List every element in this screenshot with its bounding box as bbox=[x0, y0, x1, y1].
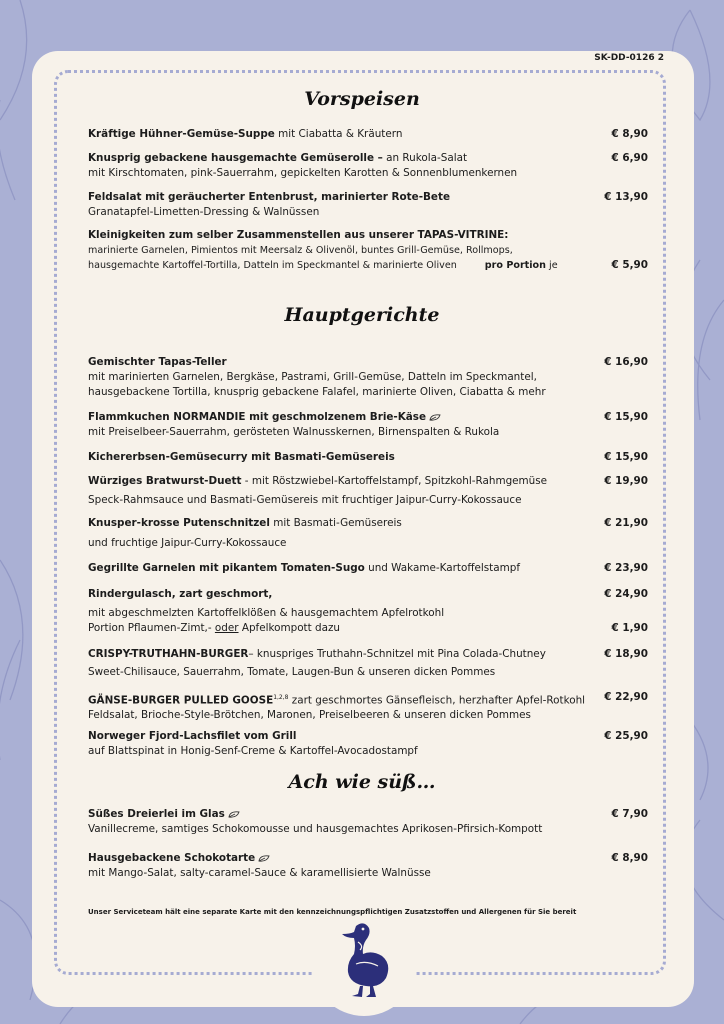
item-price: € 7,90 bbox=[611, 808, 648, 820]
extra-price: € 1,90 bbox=[611, 622, 648, 634]
goose-logo bbox=[336, 920, 392, 1000]
item-desc: Granatapfel-Limetten-Dressing & Walnüssen bbox=[88, 206, 320, 218]
item-desc: - mit Röstzwiebel-Kartoffelstampf, Spitzkohl-Rahmgemüse bbox=[241, 475, 548, 487]
item-desc: mit Mango-Salat, salty-caramel-Sauce & karamellisierte Walnüsse bbox=[88, 867, 431, 879]
item-name: Würziges Bratwurst-Duett bbox=[88, 475, 242, 487]
item-desc: Vanillecreme, samtiges Schokomousse und hausgemachtes Aprikosen-Pfirsich-Kompott bbox=[88, 823, 543, 835]
item-desc: zart geschmortes Gänsefleisch, herzhafter Apfel-Rotkohl bbox=[288, 694, 586, 707]
menu-item bbox=[88, 647, 648, 680]
menu-item bbox=[88, 516, 648, 551]
menu-item bbox=[88, 851, 648, 881]
item-desc: und fruchtige Jaipur-Curry-Kokossauce bbox=[88, 537, 287, 549]
menu-item bbox=[88, 690, 648, 723]
menu-item bbox=[88, 450, 648, 465]
item-name: Flammkuchen NORMANDIE mit geschmolzenem Brie-Käse bbox=[88, 411, 427, 423]
item-desc: mit Kirschtomaten, pink-Sauerrahm, gepickelten Karotten & Sonnenblumenkernen bbox=[88, 167, 518, 179]
item-desc: Speck-Rahmsauce und Basmati-Gemüsereis mit fruchtiger Jaipur-Curry-Kokossauce bbox=[88, 494, 522, 506]
leaf-icon bbox=[228, 811, 240, 818]
leaf-icon bbox=[429, 414, 441, 421]
item-price: € 6,90 bbox=[611, 152, 648, 164]
portion-je: je bbox=[545, 260, 558, 271]
item-price: € 21,90 bbox=[604, 517, 648, 529]
item-desc: mit Preiselbeer-Sauerrahm, gerösteten Walnusskernen, Birnenspalten & Rukola bbox=[88, 426, 500, 438]
item-name: Knusper-krosse Putenschnitzel bbox=[88, 517, 270, 529]
menu-item bbox=[88, 587, 648, 636]
item-desc: marinierte Garnelen, Pimientos mit Meersalz & Olivenöl, buntes Grill-Gemüse, Rollmops, bbox=[88, 245, 513, 256]
item-desc: – knuspriges Truthahn-Schnitzel mit Pina Colada-Chutney bbox=[248, 648, 546, 660]
menu-item bbox=[88, 729, 648, 759]
extra-text: Portion Pflaumen-Zimt,- bbox=[88, 622, 215, 634]
item-price: € 22,90 bbox=[604, 691, 648, 703]
item-desc: hausgemachte Kartoffel-Tortilla, Datteln im Speckmantel & marinierte Oliven bbox=[88, 260, 457, 271]
item-name: CRISPY-TRUTHAHN-BURGER bbox=[88, 648, 249, 660]
item-desc: an Rukola-Salat bbox=[382, 152, 468, 164]
item-name: Kräftige Hühner-Gemüse-Suppe bbox=[88, 128, 275, 140]
item-price: € 8,90 bbox=[611, 852, 648, 864]
item-name: Norweger Fjord-Lachsfilet vom Grill bbox=[88, 730, 297, 742]
item-desc: mit abgeschmelzten Kartoffelklößen & hausgemachtem Apfelrotkohl bbox=[88, 607, 445, 619]
item-price: € 16,90 bbox=[604, 356, 648, 368]
item-name: Gegrillte Garnelen mit pikantem Tomaten-Sugo bbox=[88, 562, 365, 574]
menu-item bbox=[88, 127, 648, 142]
leaf-icon bbox=[258, 855, 270, 862]
item-price: € 24,90 bbox=[604, 588, 648, 600]
item-desc: mit Ciabatta & Kräutern bbox=[274, 128, 403, 140]
menu-item bbox=[88, 807, 648, 837]
menu-item bbox=[88, 561, 648, 576]
item-name: Feldsalat mit geräucherter Entenbrust, marinierter Rote-Bete bbox=[88, 191, 450, 203]
item-name: Hausgebackene Schokotarte bbox=[88, 852, 256, 864]
allergen-footer-note: Unser Serviceteam hält eine separate Karte mit den kennzeichnungspflichtigen Zusatzstoffen und Allergenen für Sie bereit bbox=[88, 908, 577, 916]
item-price: € 18,90 bbox=[604, 648, 648, 660]
item-name: Rindergulasch, zart geschmort, bbox=[88, 588, 273, 600]
item-price: € 23,90 bbox=[604, 562, 648, 574]
menu-item bbox=[88, 410, 648, 440]
menu-item bbox=[88, 151, 648, 181]
menu-item bbox=[88, 355, 648, 400]
item-desc: auf Blattspinat in Honig-Senf-Creme & Kartoffel-Avocadostampf bbox=[88, 745, 418, 757]
item-price: € 8,90 bbox=[611, 128, 648, 140]
item-name: Süßes Dreierlei im Glas bbox=[88, 808, 225, 820]
menu-item bbox=[88, 190, 648, 220]
item-price: € 13,90 bbox=[604, 191, 648, 203]
item-name: Kleinigkeiten zum selber Zusammenstellen aus unserer TAPAS-VITRINE: bbox=[88, 229, 509, 241]
item-desc: mit Basmati-Gemüsereis bbox=[269, 517, 402, 529]
item-price: € 25,90 bbox=[604, 730, 648, 742]
item-price: € 5,90 bbox=[611, 259, 648, 271]
item-name: Knusprig gebackene hausgemachte Gemüserolle – bbox=[88, 152, 383, 164]
item-name: Gemischter Tapas-Teller bbox=[88, 356, 227, 368]
menu-item bbox=[88, 474, 648, 508]
menu-item bbox=[88, 228, 648, 273]
item-desc: und Wakame-Kartoffelstampf bbox=[364, 562, 520, 574]
item-desc: mit marinierten Garnelen, Bergkäse, Pastrami, Grill-Gemüse, Datteln im Speckmantel, bbox=[88, 371, 537, 383]
item-name: GÄNSE-BURGER PULLED GOOSE bbox=[88, 694, 274, 707]
allergen-note: 1,2,8 bbox=[273, 694, 289, 701]
item-price: € 19,90 bbox=[604, 475, 648, 487]
item-desc: hausgebackene Tortilla, knusprig gebackene Falafel, marinierte Oliven, Ciabatta & mehr bbox=[88, 386, 546, 398]
item-desc: Sweet-Chilisauce, Sauerrahm, Tomate, Laugen-Bun & unseren dicken Pommes bbox=[88, 666, 496, 678]
extra-text-underlined: oder bbox=[214, 622, 239, 634]
item-name: Kichererbsen-Gemüsecurry mit Basmati-Gemüsereis bbox=[88, 451, 395, 463]
item-price: € 15,90 bbox=[604, 411, 648, 423]
portion-label: pro Portion bbox=[484, 260, 546, 271]
item-desc: Feldsalat, Brioche-Style-Brötchen, Maronen, Preiselbeeren & unseren dicken Pommes bbox=[88, 709, 531, 722]
section-title-starters: Vorspeisen bbox=[304, 88, 420, 110]
section-title-desserts: Ach wie süß… bbox=[288, 771, 436, 793]
item-price: € 15,90 bbox=[604, 451, 648, 463]
extra-text: Apfelkompott dazu bbox=[238, 622, 341, 634]
section-title-mains: Hauptgerichte bbox=[284, 304, 440, 326]
document-code: SK-DD-0126 2 bbox=[594, 53, 664, 63]
